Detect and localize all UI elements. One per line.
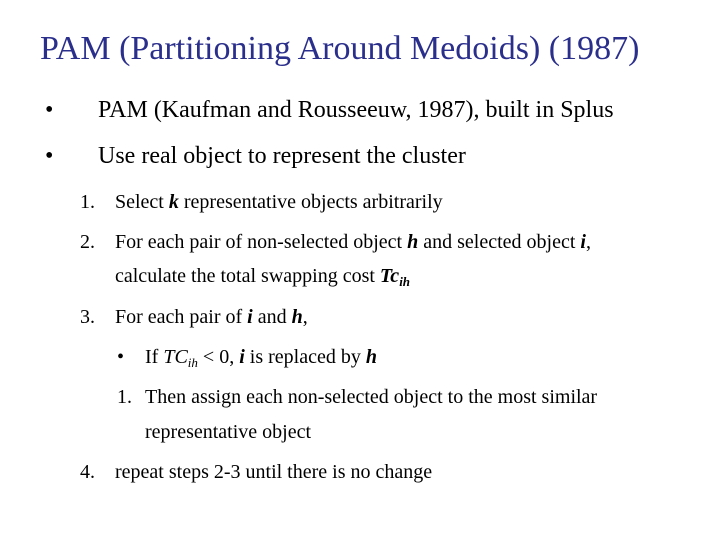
var-tc: Tc — [379, 265, 400, 287]
text-run: is replaced by — [244, 346, 366, 368]
text-run: and — [252, 306, 292, 328]
text-run: and selected object — [418, 231, 581, 253]
slide-title: PAM (Partitioning Around Medoids) (1987) — [40, 30, 640, 67]
step-text-line-2 — [115, 259, 410, 293]
step-number: 2. — [80, 231, 95, 253]
bullet-text: PAM (Kaufman and Rousseeuw, 1987), built in Splus — [98, 97, 614, 123]
var-i: i — [239, 346, 245, 368]
text-run: , — [585, 231, 591, 253]
text-run: calculate the total swapping cost — [115, 265, 380, 287]
var-k: k — [168, 191, 179, 213]
bullet-mark: • — [45, 97, 54, 123]
var-i: i — [580, 231, 586, 253]
bullet-mark: • — [117, 346, 125, 368]
text-run: , — [302, 306, 308, 328]
step-number: 1. — [80, 191, 95, 213]
subscript-ih: ih — [399, 274, 411, 289]
step-text — [115, 185, 443, 219]
step-number: 4. — [80, 461, 95, 483]
var-h: h — [365, 346, 377, 368]
var-i: i — [247, 306, 253, 328]
var-tc: TC — [163, 346, 188, 368]
step-text — [115, 300, 308, 334]
bullet-mark: • — [45, 143, 54, 169]
sub-step-text-line-1: Then assign each non-selected object to the most similar — [145, 386, 598, 408]
sub-step-text-line-2: representative object — [145, 421, 312, 443]
sub-bullet-text — [145, 340, 377, 374]
subscript-ih: ih — [187, 355, 198, 370]
bullet-text: Use real object to represent the cluster — [98, 143, 466, 169]
step-text: repeat steps 2-3 until there is no change — [115, 461, 433, 483]
text-run: < 0, — [197, 346, 240, 368]
step-number: 1. — [117, 386, 132, 408]
text-run: representative objects arbitrarily — [178, 191, 443, 213]
text-run: For each pair of — [115, 306, 248, 328]
step-text-line-1 — [115, 225, 591, 259]
text-run: Select — [115, 191, 169, 213]
var-h: h — [407, 231, 419, 253]
var-h: h — [291, 306, 303, 328]
text-run: For each pair of non-selected object — [115, 231, 408, 253]
text-run: If — [145, 346, 164, 368]
step-number: 3. — [80, 306, 95, 328]
